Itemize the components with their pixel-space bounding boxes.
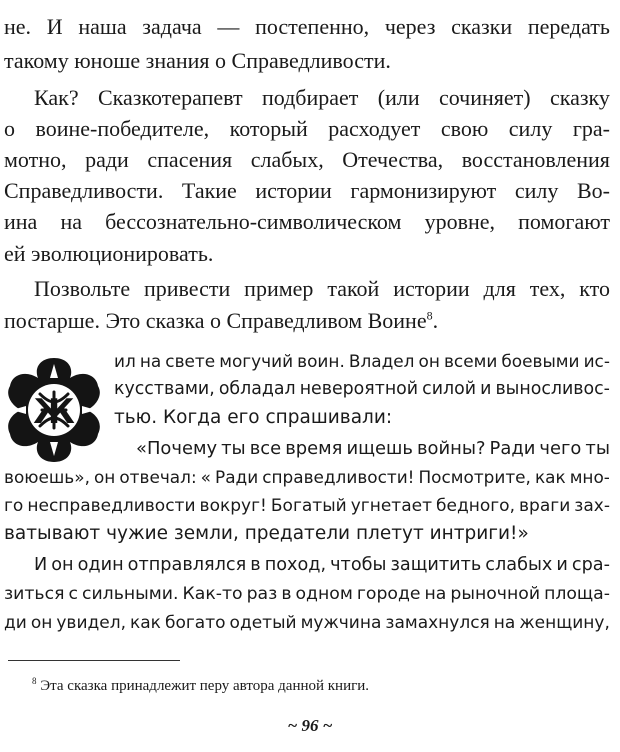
word: (или bbox=[377, 85, 420, 110]
word: го bbox=[4, 496, 24, 516]
body-line: ей эволюционировать. bbox=[4, 241, 214, 266]
word: мотно, bbox=[4, 147, 67, 172]
word: на bbox=[493, 613, 516, 633]
word: наша bbox=[78, 14, 127, 39]
word: на bbox=[60, 209, 82, 234]
word: ищешь bbox=[346, 438, 413, 459]
word: всеми bbox=[443, 351, 498, 371]
word: зиться bbox=[4, 584, 65, 604]
word: сказки bbox=[451, 14, 513, 39]
word: раз bbox=[246, 584, 278, 604]
word: и bbox=[556, 555, 568, 575]
word: И bbox=[46, 14, 63, 39]
word: уровне, bbox=[424, 209, 495, 234]
word: все bbox=[249, 438, 282, 459]
word: кусствами, bbox=[114, 379, 215, 399]
word: ди bbox=[4, 613, 27, 633]
footnote bbox=[32, 676, 369, 696]
footnote-separator bbox=[8, 660, 180, 661]
word: который bbox=[229, 116, 308, 141]
word: сра- bbox=[571, 555, 610, 575]
word: боевыми bbox=[501, 351, 580, 371]
word: слабых bbox=[485, 555, 553, 575]
word: Ради bbox=[215, 467, 259, 487]
word: женщину, bbox=[519, 613, 610, 633]
footnote-reference: 8 bbox=[426, 308, 433, 323]
word: угнетает bbox=[350, 496, 432, 516]
word: сильными. bbox=[81, 584, 179, 604]
word: с bbox=[68, 584, 78, 604]
word: одном bbox=[295, 584, 353, 604]
word: о bbox=[4, 116, 15, 141]
word: как bbox=[534, 467, 566, 487]
word: он bbox=[93, 467, 116, 487]
word: воине-победителе, bbox=[35, 116, 210, 141]
word: Ради bbox=[489, 438, 536, 459]
word: силу bbox=[508, 116, 553, 141]
word: он bbox=[30, 613, 53, 633]
word: вокруг! bbox=[199, 496, 267, 516]
story-line bbox=[114, 346, 610, 376]
word: сочиняет) bbox=[438, 85, 531, 110]
word: Во- bbox=[577, 178, 610, 203]
word: выносливос- bbox=[495, 379, 610, 399]
word: несправедливости bbox=[27, 496, 196, 516]
word: помогают bbox=[518, 209, 610, 234]
word: гра- bbox=[572, 116, 610, 141]
word: истории bbox=[255, 178, 332, 203]
story-line bbox=[4, 491, 610, 521]
word: городе bbox=[356, 584, 421, 604]
word: свою bbox=[440, 116, 489, 141]
word: время bbox=[285, 438, 343, 459]
story-line bbox=[34, 550, 610, 580]
word: ради bbox=[85, 147, 129, 172]
word: могучий bbox=[219, 351, 294, 371]
word: тех, bbox=[529, 276, 566, 301]
word: отвечал: bbox=[119, 467, 197, 487]
word: чтобы bbox=[330, 555, 387, 575]
story-line bbox=[136, 434, 610, 464]
word: рыночной bbox=[450, 584, 541, 604]
word: силу bbox=[514, 178, 559, 203]
word: невероятной bbox=[299, 379, 419, 399]
word: ис- bbox=[583, 351, 610, 371]
word: ина bbox=[4, 209, 38, 234]
word: мно- bbox=[569, 467, 610, 487]
word: Богатый bbox=[270, 496, 347, 516]
body-line: такому юноше знания о Справедливости. bbox=[4, 48, 391, 73]
body-line bbox=[34, 82, 610, 113]
word: враги bbox=[519, 496, 571, 516]
word: площа- bbox=[544, 584, 610, 604]
story-line bbox=[4, 608, 610, 638]
word: «Почему bbox=[136, 438, 218, 459]
drop-cap-letter: Ж bbox=[33, 392, 75, 432]
word: богато bbox=[164, 613, 226, 633]
body-line bbox=[4, 206, 610, 237]
word: бедного, bbox=[436, 496, 515, 516]
word: свете bbox=[165, 351, 216, 371]
word: привести bbox=[143, 276, 231, 301]
word: войны? bbox=[417, 438, 486, 459]
word: гармонизируют bbox=[350, 178, 497, 203]
word: Такие bbox=[181, 178, 237, 203]
word: он bbox=[51, 555, 74, 575]
word: воюешь», bbox=[4, 467, 90, 487]
word: отправлялся bbox=[127, 555, 247, 575]
word: такой bbox=[327, 276, 380, 301]
word: Отечества, bbox=[342, 147, 444, 172]
word: сказку bbox=[549, 85, 610, 110]
story-line bbox=[114, 374, 610, 404]
page-number: ~ 96 ~ bbox=[287, 716, 333, 735]
word: мужчина bbox=[300, 613, 382, 633]
word: один bbox=[77, 555, 124, 575]
word: Посмотрите, bbox=[418, 467, 531, 487]
word: постепенно, bbox=[255, 14, 370, 39]
word: одетый bbox=[229, 613, 297, 633]
body-line bbox=[4, 11, 610, 42]
word: на bbox=[424, 584, 447, 604]
word: бессознательно-символическом bbox=[105, 209, 402, 234]
word: как bbox=[130, 613, 161, 633]
word: увидел, bbox=[56, 613, 126, 633]
word: задача bbox=[142, 14, 202, 39]
word: спасения bbox=[147, 147, 233, 172]
word: обладал bbox=[218, 379, 296, 399]
word: воин. bbox=[297, 351, 345, 371]
word: « bbox=[200, 467, 211, 487]
word: силой bbox=[422, 379, 476, 399]
word: замахнулся bbox=[385, 613, 490, 633]
word: слабых, bbox=[250, 147, 324, 172]
word: кто bbox=[579, 276, 610, 301]
word: И bbox=[34, 555, 48, 575]
story-line bbox=[4, 462, 610, 492]
body-line: постарше. Это сказка о Справедливом Воине$^8$. bbox=[4, 308, 439, 333]
word: подбирает bbox=[261, 85, 359, 110]
word: на bbox=[139, 351, 162, 371]
word: Позвольте bbox=[34, 276, 131, 301]
word: Справедливости. bbox=[4, 178, 164, 203]
word: в bbox=[281, 584, 292, 604]
drop-cap-ornament bbox=[2, 356, 106, 464]
body-line bbox=[4, 175, 610, 206]
word: и bbox=[480, 379, 492, 399]
story-line: тью. Когда его спрашивали: bbox=[114, 407, 393, 428]
word: зах- bbox=[574, 496, 610, 516]
word: Как-то bbox=[182, 584, 243, 604]
word: ил bbox=[114, 351, 136, 371]
word: справедливости! bbox=[262, 467, 415, 487]
word: ты bbox=[221, 438, 246, 459]
body-line bbox=[34, 273, 610, 304]
word: через bbox=[384, 14, 436, 39]
word: для bbox=[483, 276, 516, 301]
word: он bbox=[418, 351, 440, 371]
footnote-number: 8 bbox=[32, 676, 37, 686]
word: защитить bbox=[390, 555, 482, 575]
word: Владел bbox=[348, 351, 415, 371]
story-line bbox=[4, 579, 610, 609]
word: ты bbox=[585, 438, 610, 459]
body-line bbox=[4, 113, 610, 144]
story-line: ватывают чужие земли, предатели плетут интриги!» bbox=[4, 523, 529, 544]
word: поход, bbox=[264, 555, 327, 575]
word: в bbox=[250, 555, 261, 575]
word: восстановления bbox=[461, 147, 610, 172]
word: передать bbox=[527, 14, 610, 39]
word: пример bbox=[244, 276, 314, 301]
body-line bbox=[4, 144, 610, 175]
word: Как? bbox=[34, 85, 79, 110]
word: Сказкотерапевт bbox=[97, 85, 243, 110]
word: расходует bbox=[328, 116, 421, 141]
footnote-text: Эта сказка принадлежит перу автора данной книги. bbox=[40, 678, 370, 694]
word: — bbox=[217, 14, 240, 39]
word: не. bbox=[4, 14, 32, 39]
word: чего bbox=[539, 438, 582, 459]
word: истории bbox=[393, 276, 470, 301]
